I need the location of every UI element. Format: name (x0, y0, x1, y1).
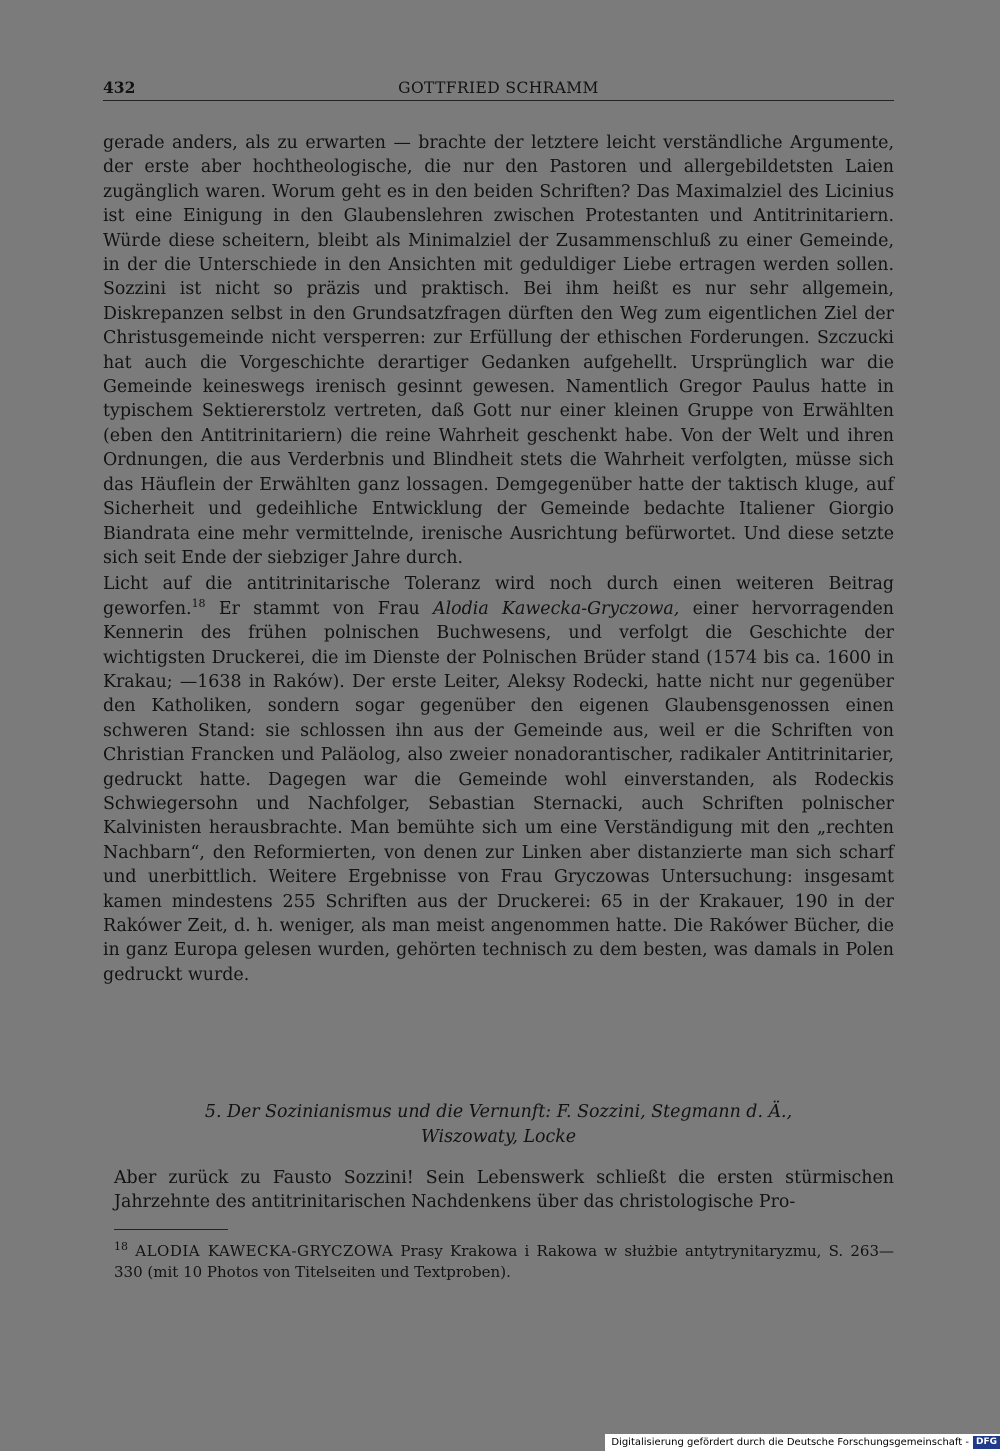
page-header (103, 78, 894, 101)
section-heading-line: 5. Der Sozinianismus und die Vernunft: F. Sozzini, Stegmann d. Ä., (204, 1102, 793, 1122)
body-text (103, 131, 894, 987)
footnote-divider (114, 1229, 228, 1230)
footnote-reference: 18 (191, 596, 206, 610)
section-heading (103, 1100, 894, 1150)
paragraph-text: einer hervorragenden Kennerin des frühen polnischen Buchwesens, und verfolgt die Geschichte der wichtigsten Druckerei, die im Dienste der Polnischen Brüder stand (1574 bis ca. 1600 in Krakau; —1638 in Raków). Der erste Leiter, Aleksy Rodecki, hatte nicht nur gegenüber den Katholiken, sondern sogar gegenüber den eigenen Glaubensgenossen einen schweren Stand: sie schlossen ihn aus der Gemeinde aus, weil er die Schriften von Christian Francken und Paläolog, also zweier nonadorantischer, radikaler Antitrinitarier, gedruckt hatte. Dagegen war die Gemeinde wohl einverstanden, als Rodeckis Schwiegersohn und Nachfolger, Sebastian Sternacki, auch Schriften polnischer Kalvinisten herausbrachte. Man bemühte sich um eine Verständigung mit den „rechten Nachbarn“, den Reformierten, von denen zur Linken aber distanzierte man sich scharf und unerbittlich. Weitere Ergebnisse von Frau Gryczowas Untersuchung: insgesamt kamen mindestens 255 Schriften aus der Druckerei: 65 in der Krakauer, 190 in der Rakówer Zeit, d. h. weniger, als man meist angenommen hatte. Die Rakówer Bücher, die in ganz Europa gelesen wurden, gehörten technisch zu dem besten, was damals in Polen gedruckt wurde. (103, 598, 894, 985)
footnote-number: 18 (114, 1240, 128, 1253)
page-number: 432 (103, 78, 136, 97)
paragraph: gerade anders, als zu erwarten — brachte der letztere leicht verständliche Argumente, der erste aber hochtheologische, die nur den Pastoren und allergebildetsten Laien zugänglich waren. Worum geht es in den beiden Schriften? Das Maximalziel des Licinius ist eine Einigung in den Glaubenslehren zwischen Protestanten und Antitrinitariern. Würde diese scheitern, bleibt als Minimalziel der Zusammenschluß zu einer Gemeinde, in der die Unterschiede in den Ansichten mit geduldiger Liebe ertragen werden sollen. Sozzini ist nicht so präzis und praktisch. Bei ihm heißt es nur sehr allgemein, Diskrepanzen selbst in den Grundsatzfragen dürften den Weg zum eigentlichen Ziel der Christusgemeinde nicht versperren: zur Erfüllung der ethischen Forderungen. Szczucki hat auch die Vorgeschichte derartiger Gedanken aufgehellt. Ursprünglich war die Gemeinde keineswegs irenisch gesinnt gewesen. Namentlich Gregor Paulus hatte in typischem Sektiererstolz vertreten, daß Gott nur einer kleinen Gruppe von Erwählten (eben den Antitrinitariern) die reine Wahrheit geschenkt habe. Von der Welt und ihren Ordnungen, die aus Verderbnis und Blindheit stets die Wahrheit verfolgten, müsse sich das Häuflein der Erwählten ganz lossagen. Demgegenüber hatte der taktisch kluge, auf Sicherheit und gedeihliche Entwicklung der Gemeinde bedachte Italiener Giorgio Biandrata eine mehr vermittelnde, irenische Ausrichtung befürwortet. Und diese setzte sich seit Ende der siebziger Jahre durch. (103, 133, 894, 568)
footnote-author: ALODIA KAWECKA-GRYCZOWA (135, 1242, 394, 1260)
credit-text: Digitalisierung gefördert durch die Deutsche Forschungsgemeinschaft - (611, 1437, 969, 1448)
paragraph: Aber zurück zu Fausto Sozzini! Sein Lebenswerk schließt die ersten stürmischen Jahrzehnte des antitrinitarischen Nachdenkens über das christologische Pro- (114, 1168, 894, 1213)
running-head: GOTTFRIED SCHRAMM (398, 79, 599, 97)
dfg-logo: DFG (973, 1436, 1000, 1449)
paragraph-text: Er stammt von Frau (205, 598, 434, 619)
paragraph-text: Licht auf die antitrinitarische Toleranz wird noch durch einen weiteren Beitrag geworfen. (103, 574, 894, 619)
digitization-credit (605, 1434, 1000, 1451)
paragraph (103, 572, 894, 987)
author-name: Alodia Kawecka-Gryczowa, (433, 598, 680, 619)
section-heading-line: Wiszowaty, Locke (420, 1127, 577, 1147)
footnote (114, 1241, 894, 1283)
footnote-text: Prasy Krakowa i Rakowa w służbie antytrynitaryzmu, S. 263—330 (mit 10 Photos von Titelseiten und Textproben). (114, 1242, 894, 1281)
